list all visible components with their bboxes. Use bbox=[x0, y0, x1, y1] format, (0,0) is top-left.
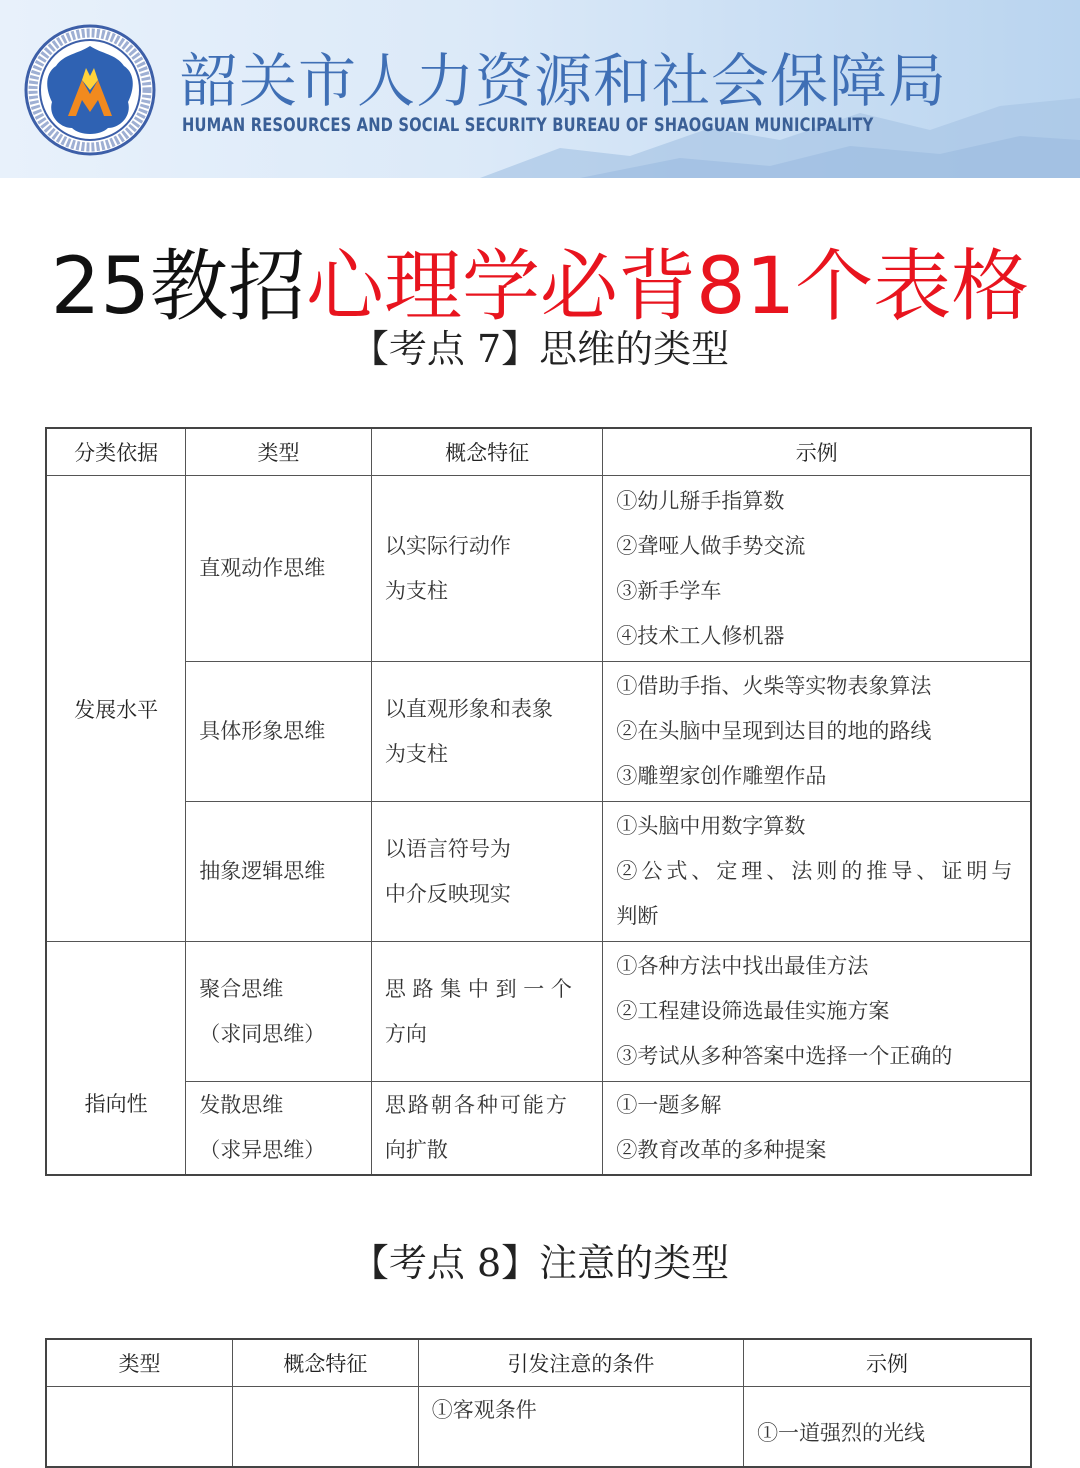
table-row bbox=[46, 1082, 1031, 1176]
condition-cell bbox=[418, 1387, 743, 1467]
example-line: 判断 bbox=[616, 904, 659, 928]
example-line: ④技术工人修机器 bbox=[616, 623, 785, 648]
table-row bbox=[46, 802, 1031, 942]
type-cell bbox=[186, 802, 372, 942]
feature-line: 以语言符号为 bbox=[384, 836, 511, 861]
type-line: 抽象逻辑思维 bbox=[199, 859, 326, 883]
examples-cell bbox=[603, 1082, 1031, 1176]
attention-types-table bbox=[45, 1338, 1032, 1468]
table-row bbox=[46, 662, 1031, 802]
examples-cell bbox=[603, 662, 1031, 802]
feature-line: 思路朝各种可能方 bbox=[384, 1093, 569, 1117]
example-line: ①一道强烈的光线 bbox=[757, 1421, 926, 1445]
type-cell bbox=[186, 1082, 372, 1176]
org-name-cn: 韶关市人力资源和社会保障局 bbox=[180, 47, 948, 115]
column-header: 概念特征 bbox=[233, 1339, 419, 1387]
section-8-heading: 【考点 8】注意的类型 bbox=[350, 1241, 730, 1285]
example-line: ③雕塑家创作雕塑作品 bbox=[616, 764, 827, 788]
example-line: ①头脑中用数字算数 bbox=[616, 814, 806, 838]
example-line: ①各种方法中找出最佳方法 bbox=[616, 954, 869, 978]
condition-line: ①客观条件 bbox=[431, 1398, 537, 1422]
type-cell bbox=[46, 1387, 233, 1467]
type-line: （求异思维） bbox=[199, 1138, 326, 1162]
column-header: 示例 bbox=[603, 428, 1031, 476]
example-line: ①一题多解 bbox=[616, 1093, 722, 1117]
example-line: ②教育改革的多种提案 bbox=[616, 1138, 827, 1162]
example-line: ②工程建设筛选最佳实施方案 bbox=[616, 999, 890, 1023]
title-prefix: 25教招 bbox=[50, 242, 306, 332]
feature-line: 以实际行动作 bbox=[384, 533, 511, 558]
column-header: 分类依据 bbox=[46, 428, 186, 476]
feature-line: 为支柱 bbox=[384, 578, 448, 603]
example-line: ①借助手指、火柴等实物表象算法 bbox=[616, 674, 932, 698]
basis-cell: 发展水平 bbox=[46, 476, 186, 942]
title-highlight: 心理学必背81个表格 bbox=[306, 242, 1030, 332]
examples-cell bbox=[603, 942, 1031, 1082]
example-line: ③新手学车 bbox=[616, 578, 722, 603]
type-line: （求同思维） bbox=[199, 1021, 326, 1046]
section-7-heading: 【考点 7】思维的类型 bbox=[350, 327, 730, 371]
feature-cell bbox=[371, 802, 603, 942]
basis-cell: 指向性 bbox=[46, 942, 186, 1176]
bureau-emblem-icon bbox=[24, 24, 156, 156]
example-line: ②聋哑人做手势交流 bbox=[616, 533, 806, 558]
table-row bbox=[46, 476, 1031, 662]
column-header: 引发注意的条件 bbox=[418, 1339, 743, 1387]
example-line: ②在头脑中呈现到达目的地的路线 bbox=[616, 719, 932, 743]
table-header-row bbox=[46, 428, 1031, 476]
column-header: 示例 bbox=[744, 1339, 1031, 1387]
org-name-en: HUMAN RESOURCES AND SOCIAL SECURITY BUREAU OF SHAOGUAN MUNICIPALITY bbox=[182, 114, 874, 136]
column-header: 类型 bbox=[186, 428, 372, 476]
type-cell bbox=[186, 662, 372, 802]
examples-cell bbox=[744, 1387, 1031, 1467]
table-row bbox=[46, 942, 1031, 1082]
feature-cell bbox=[371, 942, 603, 1082]
table-row bbox=[46, 1387, 1031, 1467]
examples-cell bbox=[603, 476, 1031, 662]
feature-line: 思 路 集 中 到 一 个 bbox=[384, 976, 572, 1001]
type-cell bbox=[186, 942, 372, 1082]
feature-line: 中介反映现实 bbox=[384, 881, 511, 906]
feature-line: 以直观形象和表象 bbox=[384, 696, 553, 721]
feature-line: 方向 bbox=[384, 1021, 427, 1046]
type-line: 聚合思维 bbox=[199, 976, 284, 1001]
column-header: 概念特征 bbox=[371, 428, 603, 476]
example-line: ①幼儿掰手指算数 bbox=[616, 488, 785, 513]
feature-cell bbox=[371, 662, 603, 802]
type-line: 具体形象思维 bbox=[199, 719, 326, 743]
example-line: ②公式、定理、法则的推导、证明与 bbox=[616, 859, 1017, 883]
type-line: 直观动作思维 bbox=[199, 556, 326, 580]
column-header: 类型 bbox=[46, 1339, 233, 1387]
type-line: 发散思维 bbox=[199, 1093, 284, 1117]
example-line: ③考试从多种答案中选择一个正确的 bbox=[616, 1044, 953, 1068]
feature-cell bbox=[233, 1387, 419, 1467]
type-cell bbox=[186, 476, 372, 662]
header-banner bbox=[0, 0, 1080, 178]
feature-line: 向扩散 bbox=[384, 1138, 448, 1162]
examples-cell bbox=[603, 802, 1031, 942]
feature-cell bbox=[371, 476, 603, 662]
thinking-types-table bbox=[45, 427, 1032, 1176]
table-header-row bbox=[46, 1339, 1031, 1387]
feature-line: 为支柱 bbox=[384, 741, 448, 766]
feature-cell bbox=[371, 1082, 603, 1176]
